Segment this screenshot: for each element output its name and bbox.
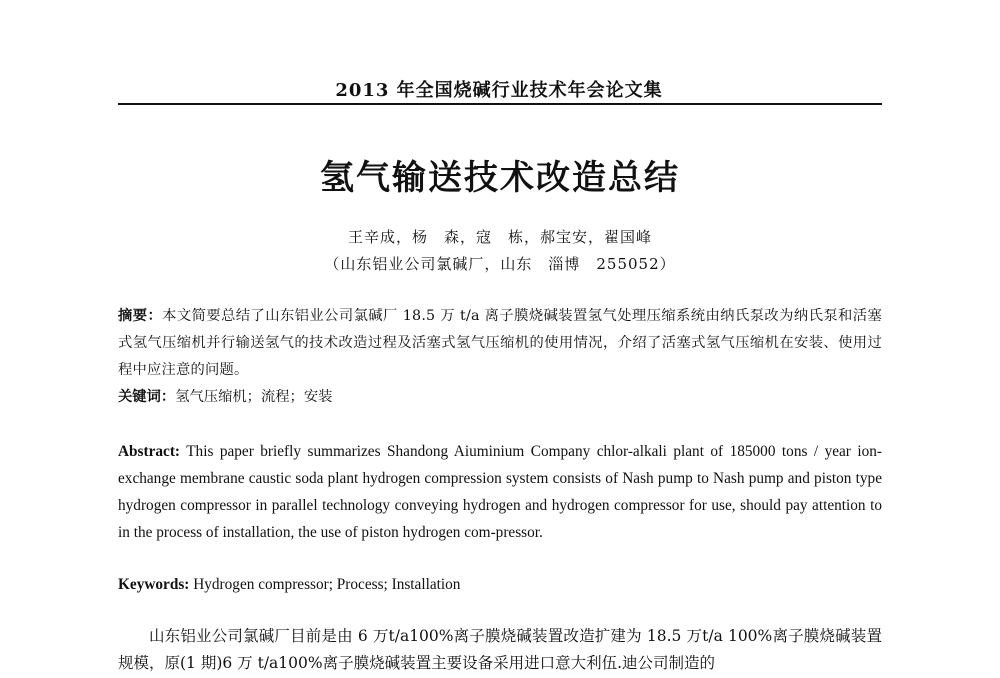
running-header: 2013 年全国烧碱行业技术年会论文集 (335, 80, 663, 101)
chinese-abstract (118, 303, 882, 384)
chinese-abstract-text: 本文简要总结了山东铝业公司氯碱厂 18.5 万 t/a 离子膜烧碱装置氢气处理压缩系统由纳氏泵改为纳氏泵和活塞式氢气压缩机并行输送氢气的技术改造过程及活塞式氢气压缩机的使用情况，介绍了活塞式氢气压缩机在安装、使用过程中应注意的问题。 (118, 308, 882, 378)
english-keywords-label: Keywords: (118, 576, 190, 593)
author-list: 王辛成，杨 森，寇 栋，郝宝安，翟国峰 (347, 228, 652, 246)
english-abstract-label: Abstract: (118, 443, 181, 460)
chinese-abstract-label: 摘要： (118, 308, 163, 324)
body-paragraph (118, 623, 882, 677)
chinese-keywords (118, 385, 882, 409)
chinese-keywords-label: 关键词： (118, 389, 176, 405)
header-rule (118, 103, 882, 105)
chinese-keywords-text: 氢气压缩机；流程；安装 (175, 389, 333, 405)
affiliation: （山东铝业公司氯碱厂，山东 淄博 255052） (324, 255, 676, 273)
paper-title: 氢气输送技术改造总结 (320, 158, 680, 198)
body-paragraph-text: 山东铝业公司氯碱厂目前是由 6 万t/a100%离子膜烧碱装置改造扩建为 18.5 万t/a 100%离子膜烧碱装置规模，原(1 期)6 万 t/a100%离子膜烧碱装置主要设备采用进口意大利伍.迪公司制造的 (118, 627, 882, 672)
english-keywords (118, 573, 882, 597)
english-keywords-text: Hydrogen compressor; Process; Installation (189, 576, 461, 593)
english-abstract (118, 438, 882, 546)
english-abstract-text: This paper briefly summarizes Shandong Aiuminium Company chlor-alkali plant of 185000 tons / year ion-exchange membrane caustic soda plant hydrogen compression system consists of Nash pump to Nash pump and piston type hydrogen compressor in parallel technology conveying hydrogen and hydrogen compressor for use, should pay attention to in the process of installation, the use of piston hydrogen com-pressor. (118, 443, 882, 541)
